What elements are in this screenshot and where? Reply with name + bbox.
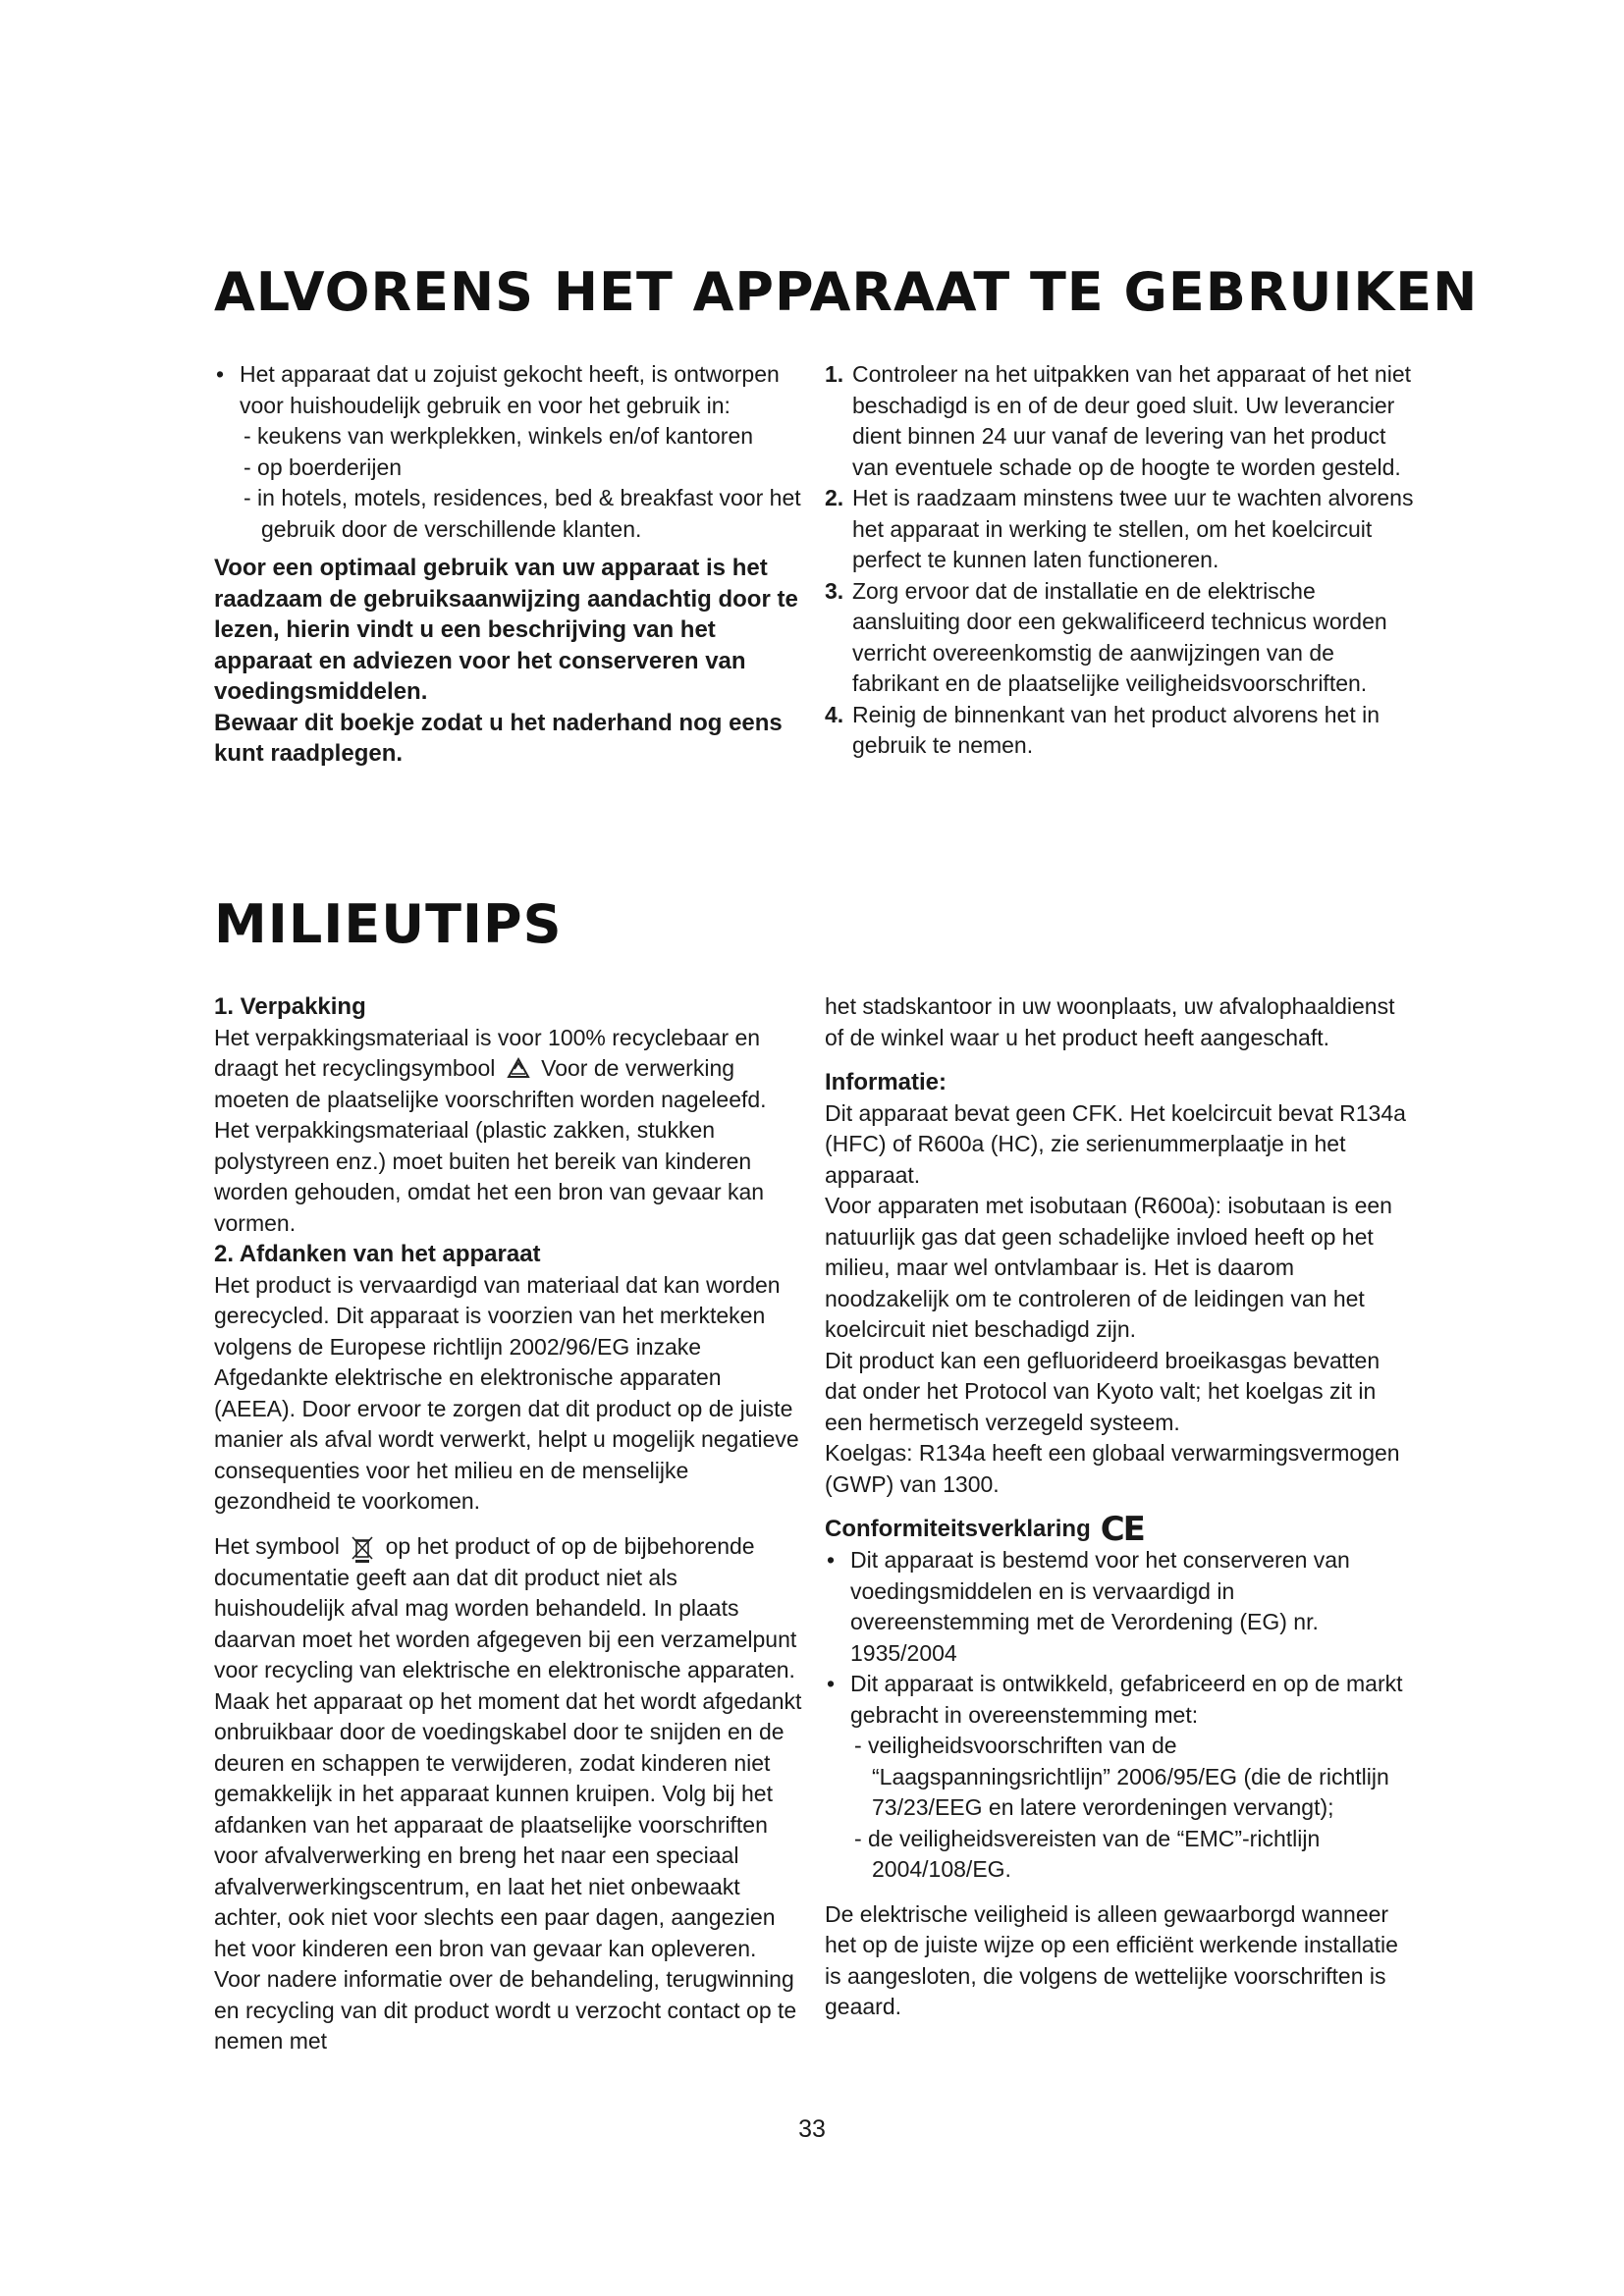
conformity-heading: [825, 1509, 1414, 1549]
item-text: Zorg ervoor dat de installatie en de elektrische aansluiting door een gekwalificeerd technicus worden verricht overeenkomstig de aanwijzingen van de fabrikant en de plaatselijke veiligheidsvoorschriften.: [852, 577, 1387, 696]
item-text: Controleer na het uitpakken van het apparaat of het niet beschadigd is en of de deur goed sluit. Uw leverancier dient binnen 24 uur vanaf de levering van het product van eventuele schade op de hoogte te worden gesteld.: [852, 361, 1412, 480]
item-number: 1.: [825, 361, 844, 387]
information-greenhouse: Dit product kan een gefluorideerd broeikasgas bevatten dat onder het Protocol van Kyoto valt; het koelgas zit in een hermetisch verzegeld systeem.: [825, 1347, 1380, 1435]
bold-advice-read-manual: Voor een optimaal gebruik van uw apparaat is het raadzaam de gebruiksaanwijzing aandachtig door te lezen, hierin vindt u een beschrijving van het apparaat en adviezen voor het conserveren van voedingsmiddelen.: [214, 555, 798, 705]
packaging-paragraph: [214, 1023, 803, 1240]
item-number: 4.: [825, 701, 844, 727]
weee-text-a: Het symbool: [214, 1532, 340, 1559]
information-heading: Informatie:: [825, 1069, 947, 1095]
item-number: 2.: [825, 485, 844, 510]
before-use-right-column: [825, 359, 1414, 762]
conformity-heading-text: Conformiteitsverklaring: [825, 1516, 1091, 1542]
weee-text-b: op het product of op de bijbehorende documentatie geeft aan dat dit product niet als huishoudelijk afval mag worden behandeld. In plaats daarvan moet het worden afgegeven bij een verzamelpunt voor recycling van elektrische en elektronische apparaten. Maak het apparaat op het moment dat het wordt afgedankt onbruikbaar door de voedingskabel door te snijden en de deuren en schappen te verwijderen, zodat kinderen niet gemakkelijk in het apparaat kunnen kruipen. Volg bij het afdanken van het apparaat de plaatselijke voorschriften voor afvalverwerking en breng het naar een speciaal afvalverwerkingscentrum, en laat het niet onbewaakt achter, ook niet voor slechts een paar dagen, aangezien het voor kinderen een bron van gevaar kan opleveren. Voor nadere informatie over de behandeling, terugwinning en recycling van dit product wordt u verzocht contact op te nemen met: [214, 1532, 802, 2055]
use-location-item: - keukens van werkplekken, winkels en/of kantoren: [244, 423, 754, 449]
environment-left-column: [214, 991, 803, 2057]
disposal-continuation: het stadskantoor in uw woonplaats, uw afvalophaaldienst of de winkel waar u het product heeft aangeschaft.: [825, 993, 1395, 1050]
numbered-item: [825, 576, 1414, 700]
disposal-paragraph: Het product is vervaardigd van materiaal dat kan worden gerecycled. Dit apparaat is voorzien van het merkteken volgens de Europese richtlijn 2002/96/EG inzake Afgedankte elektrische en elektronische apparaten (AEEA). Door ervoor te zorgen dat dit product op de juiste manier als afval wordt verwerkt, helpt u mogelijk negatieve consequenties voor het milieu en de menselijke gezondheid te voorkomen.: [214, 1271, 799, 1515]
directive-item: - de veiligheidsvereisten van de “EMC”-richtlijn 2004/108/EG.: [854, 1825, 1321, 1883]
information-gwp: Koelgas: R134a heeft een globaal verwarmingsvermogen (GWP) van 1300.: [825, 1440, 1400, 1497]
use-location-item: - op boerderijen: [244, 454, 403, 480]
bold-advice-keep-booklet: Bewaar dit boekje zodat u het naderhand nog eens kunt raadplegen.: [214, 709, 783, 767]
conformity-bullet: • Dit apparaat is bestemd voor het conserveren van voedingsmiddelen en is vervaardigd in overeenstemming met de Verordening (EG) nr. 1935/2004: [825, 1545, 1414, 1669]
recycling-icon: [504, 1055, 533, 1085]
section-title-before-use: ALVORENS HET APPARAAT TE GEBRUIKEN: [214, 261, 1479, 323]
information-isobutane: Voor apparaten met isobutaan (R600a): isobutaan is een natuurlijk gas dat geen schadelijke invloed heeft op het milieu, maar wel ontvlambaar is. Het is daarom noodzakelijk om te controleren of de leidingen van het koelcircuit niet beschadigd zijn.: [825, 1193, 1392, 1342]
use-location-item: - in hotels, motels, residences, bed & breakfast voor het gebruik door de verschillende klanten.: [244, 485, 801, 542]
disposal-heading: 2. Afdanken van het apparaat: [214, 1241, 541, 1268]
item-number: 3.: [825, 577, 844, 604]
crossed-bin-icon: [348, 1533, 377, 1563]
item-text: Het is raadzaam minstens twee uur te wachten alvorens het apparaat in werking te stellen, om het koelcircuit perfect te kunnen laten functioneren.: [852, 485, 1414, 572]
ce-mark-icon: CE: [1100, 1509, 1144, 1549]
numbered-item: [825, 700, 1414, 762]
information-cfc: Dit apparaat bevat geen CFK. Het koelcircuit bevat R134a (HFC) of R600a (HC), zie serienummerplaatje in het apparaat.: [825, 1099, 1406, 1188]
numbered-item: [825, 483, 1414, 576]
directive-item: - veiligheidsvoorschriften van de “Laagspanningsrichtlijn” 2006/95/EG (die de richtlijn 73/23/EEG en latere verordeningen vervangt);: [854, 1733, 1389, 1821]
environment-right-column: [825, 991, 1414, 2023]
page-number: 33: [798, 2115, 826, 2143]
before-use-left-column: [214, 359, 803, 770]
numbered-item: [825, 359, 1414, 483]
intended-use-bullet: • Het apparaat dat u zojuist gekocht heeft, is ontworpen voor huishoudelijk gebruik en voor het gebruik in:: [214, 359, 803, 421]
packaging-text-b: Voor de verwerking moeten de plaatselijke voorschriften worden nageleefd. Het verpakkingsmateriaal (plastic zakken, stukken polystyreen enz.) moet buiten het bereik van kinderen worden gehouden, omdat het een bron van gevaar kan vormen.: [214, 1055, 767, 1236]
packaging-text-a: Het verpakkingsmateriaal is voor 100% recyclebaar en draagt het recyclingsymbool: [214, 1024, 761, 1081]
item-text: Reinig de binnenkant van het product alvorens het in gebruik te nemen.: [852, 701, 1380, 758]
packaging-heading: 1. Verpakking: [214, 993, 366, 1020]
electrical-safety-paragraph: De elektrische veiligheid is alleen gewaarborgd wanneer het op de juiste wijze op een efficiënt werkende installatie is aangesloten, die volgens de wettelijke voorschriften is geaard.: [825, 1900, 1398, 2020]
conformity-bullet: • Dit apparaat is ontwikkeld, gefabriceerd en op de markt gebracht in overeenstemming met:: [825, 1669, 1414, 1731]
section-title-environment-tips: MILIEUTIPS: [214, 893, 563, 955]
weee-paragraph: [214, 1531, 803, 2057]
